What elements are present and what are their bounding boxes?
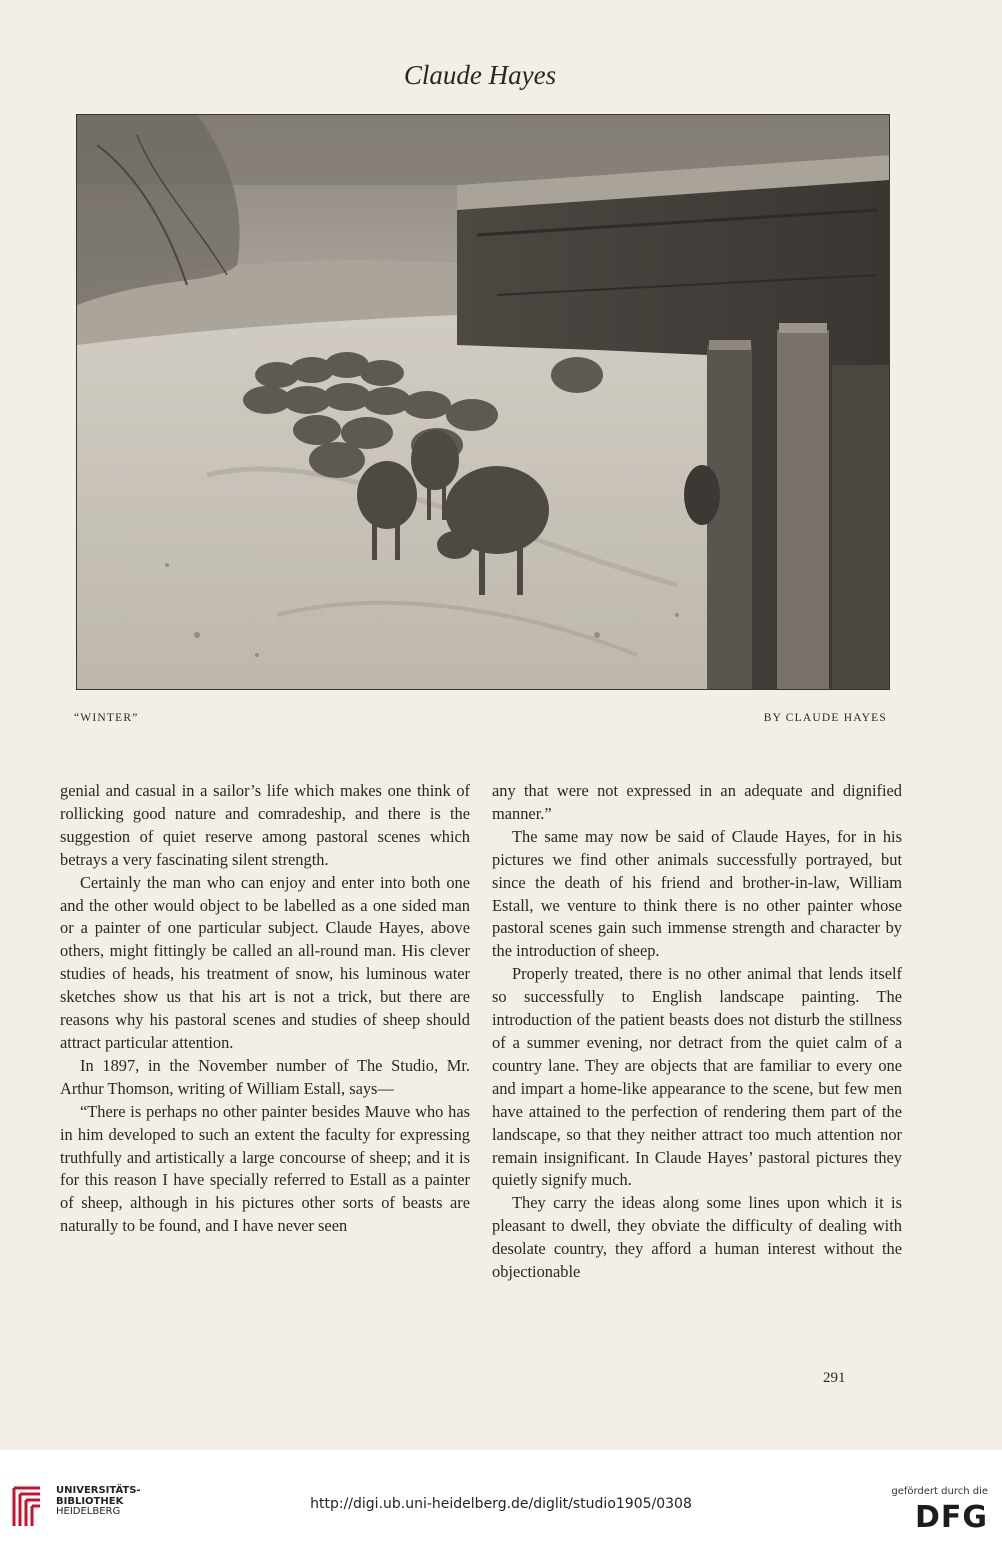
page-number: 291 (823, 1370, 846, 1386)
library-name-line: BIBLIOTHEK (56, 1495, 124, 1507)
library-name-line: HEIDELBERG (56, 1506, 121, 1517)
dfg-logo: DFG (914, 1500, 988, 1535)
plate-caption-title: “WINTER” (74, 712, 139, 724)
funder-note: gefördert durch die (891, 1486, 988, 1497)
text-column-left (60, 780, 470, 1238)
text-column-right (492, 780, 902, 1284)
paragraph: genial and casual in a sailor’s life which makes one think of rollicking good nature and comradeship, and there is the suggestion of quiet reserve among pastoral scenes which betrays a very fascinating silent strength. (60, 781, 470, 869)
plate-caption-credit: BY CLAUDE HAYES (763, 712, 887, 724)
digitization-footer (0, 1450, 1002, 1541)
paragraph: any that were not expressed in an adequate and dignified manner.” (492, 781, 902, 823)
paragraph: They carry the ideas along some lines upon which it is pleasant to dwell, they obviate the difficulty of dealing with desolate country, they afford a human interest without the objectionable (492, 1193, 902, 1282)
paragraph: “There is perhaps no other painter besides Mauve who has in him developed to such an extent the faculty for expressing truthfully and artistically a large concourse of sheep; and it is for this reason I have specially referred to Estall as a painter of sheep, although in his pictures other sorts of beasts are naturally to be found, and I have never seen (60, 1101, 470, 1236)
paragraph: Properly treated, there is no other animal that lends itself so successfully to English landscape painting. The introduction of the patient beasts does not disturb the stillness of a summer evening, nor detract from the quiet calm of a country lane. They are objects that are familiar to every one and impart a home-like appearance to the scene, but few men have attained to the perfection of rendering them part of the landscape, so that they neither attract too much attention nor remain insignificant. In Claude Hayes’ pastoral pictures they quietly signify much. (492, 964, 902, 1190)
winter-painting-image (77, 115, 889, 689)
paragraph: In 1897, in the November number of The Studio, Mr. Arthur Thomson, writing of William Estall, says— (60, 1055, 470, 1098)
running-head: Claude Hayes (403, 60, 557, 90)
paragraph: The same may now be said of Claude Hayes, for in his pictures we find other animals successfully portrayed, but since the death of his friend and brother-in-law, William Estall, we venture to think there is no other painter whose pastoral scenes gain such immense strength and character by the introduction of sheep. (492, 826, 902, 961)
painting-plate-winter (76, 114, 890, 690)
paragraph: Certainly the man who can enjoy and enter into both one and the other would object to be labelled as a one sided man or a painter of one particular subject. Claude Hayes, above others, might fittingly be called an all-round man. His clever studies of heads, his treatment of snow, his luminous water sketches show us that his art is not a trick, but there are reasons why his pastoral scenes and studies of sheep should attract particular attention. (60, 872, 470, 1052)
source-url-link[interactable]: http://digi.ub.uni-heidelberg.de/diglit/studio1905/0308 (310, 1496, 692, 1512)
library-name-line: UNIVERSITÄTS- (56, 1485, 141, 1496)
